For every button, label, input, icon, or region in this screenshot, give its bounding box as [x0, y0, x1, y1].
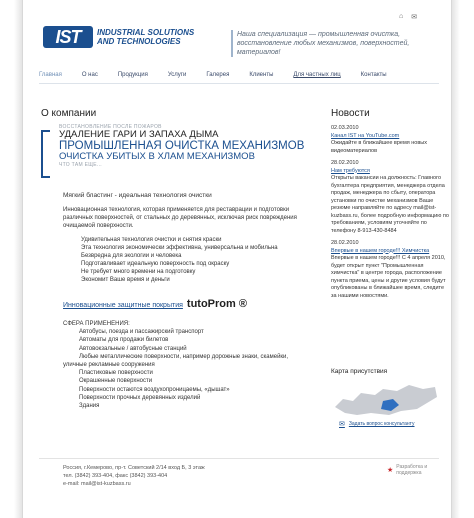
hero-banner[interactable]: ВОССТАНОВЛЕНИЕ ПОСЛЕ ПОЖАРОВ УДАЛЕНИЕ ГАРИ И ЗАПАХА ДЫМА ПРОМЫШЛЕННАЯ ОЧИСТКА МЕХАНИЗМОВ ОЧИСТКА УБИТЫХ В ХЛАМ МЕХАНИЗМОВ ЧТО ТАМ ЕЩЕ...	[41, 124, 329, 168]
list-item: Автобусы, поезда и пассажирский транспорт	[79, 329, 204, 336]
map-title: Карта присутствия	[331, 368, 388, 375]
footer-contacts: Россия, г.Кемерово, пр-т. Советский 2/14 вход Б, 3 этаж тел. (3842) 393-404, факс (3842) 393-404 e-mail: mail@ist-kuzbass.ru	[63, 465, 205, 487]
list-item: Безвредна для экологии и человека	[81, 253, 182, 259]
list-item: уличные рекламные сооружения	[63, 362, 155, 369]
logo-mark: IST	[43, 26, 93, 48]
star-icon: ★	[387, 467, 394, 474]
list-item: Не требует много времени на подготовку	[81, 269, 196, 275]
envelope-icon: ✉	[339, 421, 345, 428]
nav-services[interactable]: Услуги	[167, 72, 187, 78]
tuto-link[interactable]: Инновационные защитные покрытия	[63, 302, 183, 309]
nav-clients[interactable]: Клиенты	[249, 72, 274, 78]
bracket-decoration	[41, 130, 50, 178]
news-item: 28.02.2010 Впервые в нашем городе!!! Химчистка Впервые в нашем городе!!! С 4 апреля 2010, будет открыт пункт "Промышленная химчистка" в центре города, расположение пункта приема, цены и другие условия будут опубликованы в ближайшее время, следите за нашими новостями.	[331, 240, 446, 299]
list-item: Поверхности прочных деревянных изделий	[79, 394, 201, 401]
consult-link[interactable]: ✉ Задать вопрос консультанту	[339, 421, 415, 428]
developer-credit[interactable]: ★ Разработка и поддержка	[387, 464, 428, 476]
list-item: Подготавливает идеальную поверхность под окраску	[81, 261, 230, 267]
page	[22, 0, 452, 518]
list-item: Пластиковые поверхности	[79, 370, 153, 377]
mail-icon[interactable]: ✉	[411, 14, 418, 21]
list-item: Любые металлические поверхности, например дорожные знаки, скамейки,	[79, 353, 289, 360]
russia-map-icon[interactable]	[331, 379, 441, 419]
logo-text: INDUSTRIAL SOLUTIONS AND TECHNOLOGIES	[97, 28, 195, 46]
slogan: Наша специализация — промышленная очистка, восстановление любых механизмов, поверхностей, материалов!	[231, 30, 447, 57]
presence-map	[331, 368, 451, 424]
benefits-list	[81, 236, 278, 284]
nav-about[interactable]: О нас	[81, 72, 98, 78]
nav-contacts[interactable]: Контакты	[360, 72, 387, 78]
logo[interactable]	[43, 26, 207, 48]
page-title: О компании	[41, 108, 97, 119]
tuto-brand: tutoProm ®	[186, 298, 247, 310]
nav-home[interactable]: Главная	[39, 72, 62, 78]
applications-title: СФЕРА ПРИМЕНЕНИЯ:	[63, 321, 130, 327]
nav-private[interactable]: Для частных лиц	[293, 72, 341, 78]
subtitle: Мягкий бластинг - идеальная технология очистки	[63, 192, 212, 199]
intro-paragraph: Инновационная технология, которая применяется для реставрации и подготовки различных поверхностей, от стальных до деревянных, исключая риск повреждения очищаемой поверхности.	[63, 207, 297, 229]
news-column	[331, 108, 451, 305]
main-nav	[39, 72, 439, 84]
nav-products[interactable]: Продукция	[117, 72, 148, 78]
tuto-bar	[63, 298, 247, 310]
list-item: Эта технология экономически эффективна, универсальна и мобильна	[81, 245, 278, 251]
list-item: Здания	[79, 403, 100, 410]
list-item: Окрашенные поверхности	[79, 378, 153, 385]
news-item: 02.03.2010 Канал IST на YouTube.com Ожидайте в ближайшее время новых видеоматериалов	[331, 125, 427, 154]
list-item: Автоматы для продажи билетов	[79, 337, 169, 344]
list-item: Автовокзальные / автобусные станций	[79, 345, 187, 352]
applications-list	[63, 320, 289, 410]
news-title: Новости	[331, 108, 370, 119]
home-icon[interactable]: ⌂	[399, 13, 404, 20]
list-item: Поверхности остаются воздухопроницаемы, «дышат»	[79, 386, 230, 393]
list-item: Удивительная технология очистки и снятия краски	[81, 237, 222, 243]
top-icons	[399, 13, 417, 21]
list-item: Экономит Ваше время и деньги	[81, 277, 170, 283]
footer-divider	[39, 458, 439, 459]
nav-gallery[interactable]: Галерея	[206, 72, 230, 78]
news-item: 28.02.2010 Нам требуются Открыты вакансии на должность: Главного бухгалтера предприятия, менеджера отдела продаж, менеджера по сбыту, оператора установки по очистке механизмов Ваше резюме направляйте по адресу mail@ist-kuzbass.ru, более подробную информацию по требованиям, условиям уточняйте по телефону 8-913-430-8484	[331, 160, 449, 234]
